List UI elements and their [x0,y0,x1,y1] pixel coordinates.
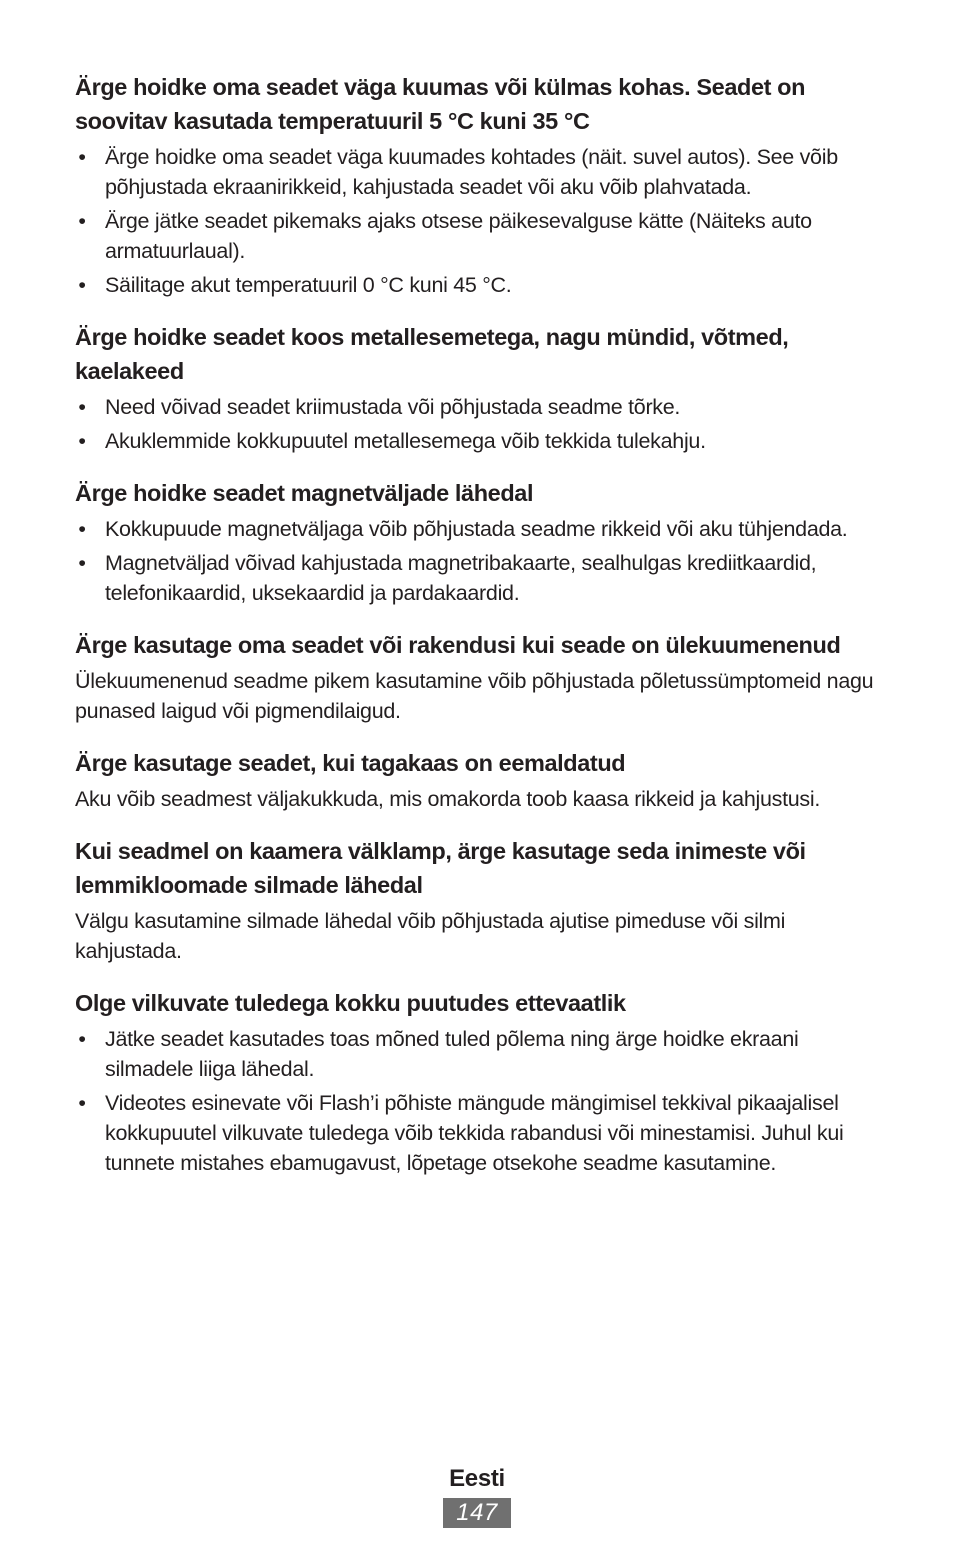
section-heading: Ärge kasutage oma seadet või rakendusi kui seade on ülekuumenenud [75,632,841,658]
section-heading: Ärge hoidke seadet magnetväljade lähedal [75,480,534,506]
bullet-text: Säilitage akut temperatuuril 0 °C kuni 45 °C. [105,273,512,297]
section-camera-flash [75,834,875,966]
section-magnetic-fields [75,476,875,608]
page-footer [0,1462,954,1528]
bullet-item [75,1088,875,1178]
bullet-text: Jätke seadet kasutades toas mõned tuled põlema ning ärge hoidke ekraani silmadele liiga lähedal. [105,1027,799,1081]
bullet-text: Kokkupuude magnetväljaga võib põhjustada seadme rikkeid või aku tühjendada. [105,517,848,541]
section-overheated [75,628,875,726]
section-temperature [75,70,875,300]
bullet-item [75,1024,875,1084]
bullet-icon: • [78,395,86,419]
bullet-text: Ärge hoidke oma seadet väga kuumades kohtades (näit. suvel autos). See võib põhjustada ekraanirikkeid, kahjustada seadet või aku võib plahvatada. [105,145,838,199]
bullet-item [75,392,875,422]
footer-language: Eesti [449,1465,505,1492]
bullet-list [75,1024,875,1178]
bullet-list [75,392,875,456]
bullet-icon: • [78,209,86,233]
bullet-item [75,548,875,608]
bullet-icon: • [78,1091,86,1115]
section-paragraph: Välgu kasutamine silmade lähedal võib põhjustada ajutise pimeduse või silmi kahjustada. [75,909,786,963]
section-heading: Olge vilkuvate tuledega kokku puutudes ettevaatlik [75,990,626,1016]
bullet-text: Ärge jätke seadet pikemaks ajaks otsese päikesevalguse kätte (Näiteks auto armatuurlaual). [105,209,812,263]
section-heading: Ärge hoidke oma seadet väga kuumas või külmas kohas. Seadet on soovitav kasutada temperatuuril 5 °C kuni 35 °C [75,74,806,134]
section-heading: Kui seadmel on kaamera välklamp, ärge kasutage seda inimeste või lemmikloomade silmade lähedal [75,838,806,898]
bullet-item [75,426,875,456]
bullet-item [75,206,875,266]
bullet-icon: • [78,551,86,575]
document-body [75,70,875,1178]
section-back-cover [75,746,875,814]
bullet-list [75,142,875,300]
bullet-icon: • [78,145,86,169]
section-heading: Ärge kasutage seadet, kui tagakaas on eemaldatud [75,750,626,776]
section-metal-objects [75,320,875,456]
bullet-item [75,270,875,300]
section-paragraph: Aku võib seadmest väljakukkuda, mis omakorda toob kaasa rikkeid ja kahjustusi. [75,787,821,811]
bullet-icon: • [78,273,86,297]
bullet-text: Akuklemmide kokkupuutel metallesemega võib tekkida tulekahju. [105,429,706,453]
bullet-text: Videotes esinevate või Flash’i põhiste mängude mängimisel tekkival pikaajalisel kokkupuutel vilkuvate tuledega võib tekkida rabandusi või minestamisi. Juhul kui tunnete mistahes ebamugavust, lõpetage otsekohe seadme kasutamine. [105,1091,844,1175]
bullet-text: Need võivad seadet kriimustada või põhjustada seadme tõrke. [105,395,681,419]
section-flashing-lights [75,986,875,1178]
bullet-item [75,514,875,544]
bullet-icon: • [78,1027,86,1051]
page-number: 147 [443,1498,511,1528]
bullet-text: Magnetväljad võivad kahjustada magnetribakaarte, sealhulgas krediitkaardid, telefonikaardid, uksekaardid ja pardakaardid. [105,551,817,605]
bullet-list [75,514,875,608]
section-heading: Ärge hoidke seadet koos metallesemetega, nagu mündid, võtmed, kaelakeed [75,324,789,384]
bullet-icon: • [78,517,86,541]
bullet-icon: • [78,429,86,453]
bullet-item [75,142,875,202]
section-paragraph: Ülekuumenenud seadme pikem kasutamine võib põhjustada põletussümptomeid nagu punased laigud või pigmendilaigud. [75,669,874,723]
